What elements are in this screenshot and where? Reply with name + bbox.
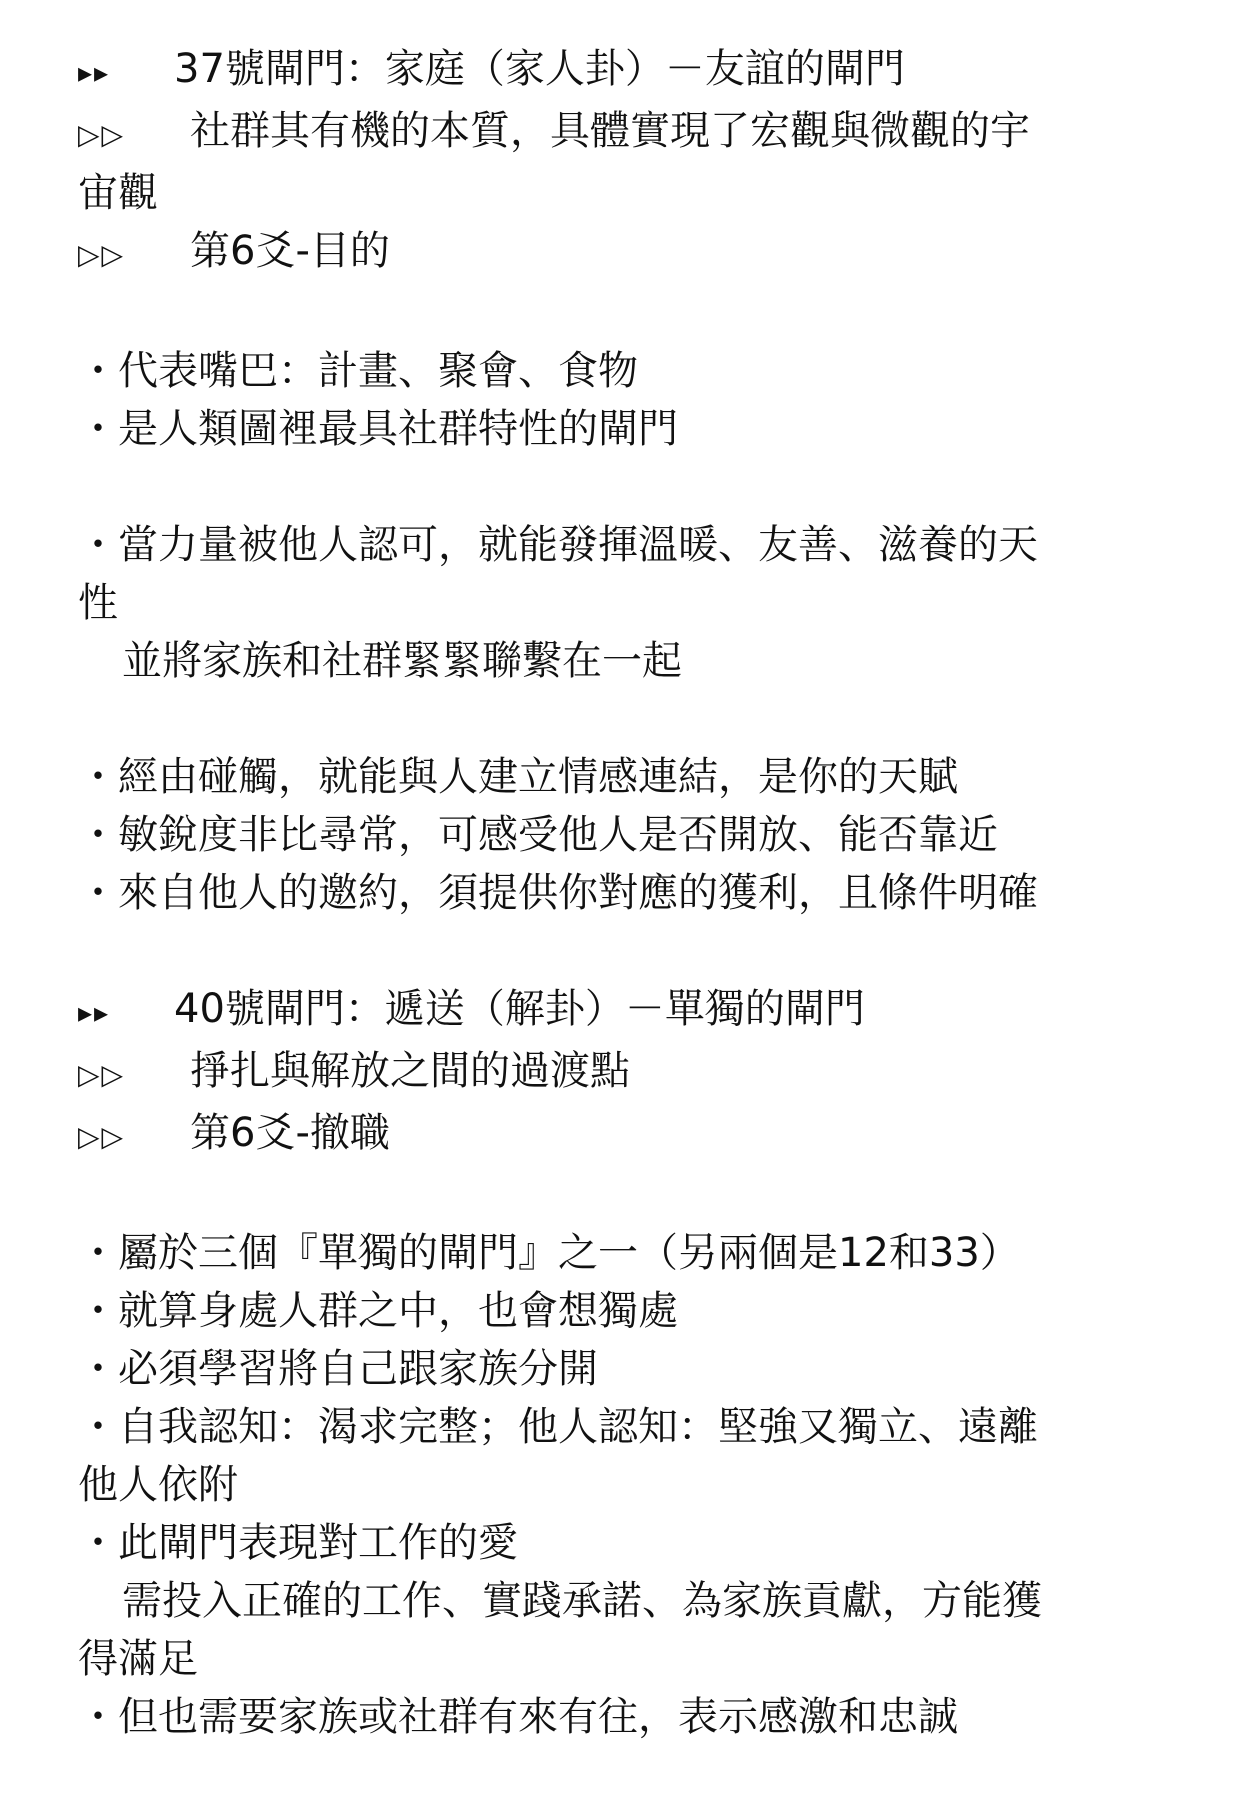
section-40-title: [78, 980, 1168, 1042]
hollow-triangles-icon: ▷▷: [78, 1058, 126, 1091]
hollow-triangles-icon: ▷▷: [78, 238, 126, 271]
document-page: [78, 40, 1168, 1746]
list-item: ・就算身處人群之中，也會想獨處: [78, 1288, 678, 1334]
section-40-title-text: 40號閘門：遞送（解卦）－單獨的閘門: [174, 986, 865, 1032]
list-item: ・自我認知：渴求完整；他人認知：堅強又獨立、遠離: [78, 1404, 1038, 1450]
list-item-wrap: 得滿足: [78, 1636, 198, 1682]
section-37-subtitle-1-text: 社群其有機的本質，具體實現了宏觀與微觀的宇: [190, 108, 1030, 154]
section-37-subtitle-2: [78, 222, 1168, 284]
section-40-subtitle-1: [78, 1042, 1168, 1104]
spacer: [78, 922, 1168, 980]
list-item-continued: 並將家族和社群緊緊聯繫在一起: [122, 638, 682, 684]
spacer: [78, 1166, 1168, 1224]
section-40-subtitle-1-text: 掙扎與解放之間的過渡點: [190, 1048, 630, 1094]
section-37-subtitle-1-continued: 宙觀: [78, 170, 158, 216]
list-item: ・屬於三個『單獨的閘門』之一（另兩個是12和33）: [78, 1230, 1020, 1276]
filled-triangles-icon: ▸▸: [78, 996, 111, 1029]
filled-triangles-icon: ▸▸: [78, 56, 111, 89]
spacer: [78, 458, 1168, 516]
section-37-subtitle-2-text: 第6爻-目的: [190, 228, 390, 274]
section-37-title: [78, 40, 1168, 102]
list-item: ・敏銳度非比尋常，可感受他人是否開放、能否靠近: [78, 812, 998, 858]
list-item: ・來自他人的邀約，須提供你對應的獲利，且條件明確: [78, 870, 1038, 916]
list-item: ・但也需要家族或社群有來有往，表示感激和忠誠: [78, 1694, 958, 1740]
list-item: ・此閘門表現對工作的愛: [78, 1520, 518, 1566]
section-40-subtitle-2-text: 第6爻-撤職: [190, 1110, 390, 1156]
section-37-subtitle-1: [78, 102, 1168, 164]
list-item: ・是人類圖裡最具社群特性的閘門: [78, 406, 678, 452]
spacer: [78, 690, 1168, 748]
list-item: ・當力量被他人認可，就能發揮溫暖、友善、滋養的天: [78, 522, 1038, 568]
list-item: ・代表嘴巴：計畫、聚會、食物: [78, 348, 638, 394]
list-item: ・經由碰觸，就能與人建立情感連結，是你的天賦: [78, 754, 958, 800]
list-item-wrap: 他人依附: [78, 1462, 238, 1508]
hollow-triangles-icon: ▷▷: [78, 1120, 126, 1153]
list-item: ・必須學習將自己跟家族分開: [78, 1346, 598, 1392]
section-37-title-text: 37號閘門：家庭（家人卦）－友誼的閘門: [174, 46, 905, 92]
list-item-wrap: 性: [78, 580, 118, 626]
section-40-subtitle-2: [78, 1104, 1168, 1166]
hollow-triangles-icon: ▷▷: [78, 118, 126, 151]
spacer: [78, 284, 1168, 342]
list-item-continued: 需投入正確的工作、實踐承諾、為家族貢獻，方能獲: [122, 1578, 1042, 1624]
